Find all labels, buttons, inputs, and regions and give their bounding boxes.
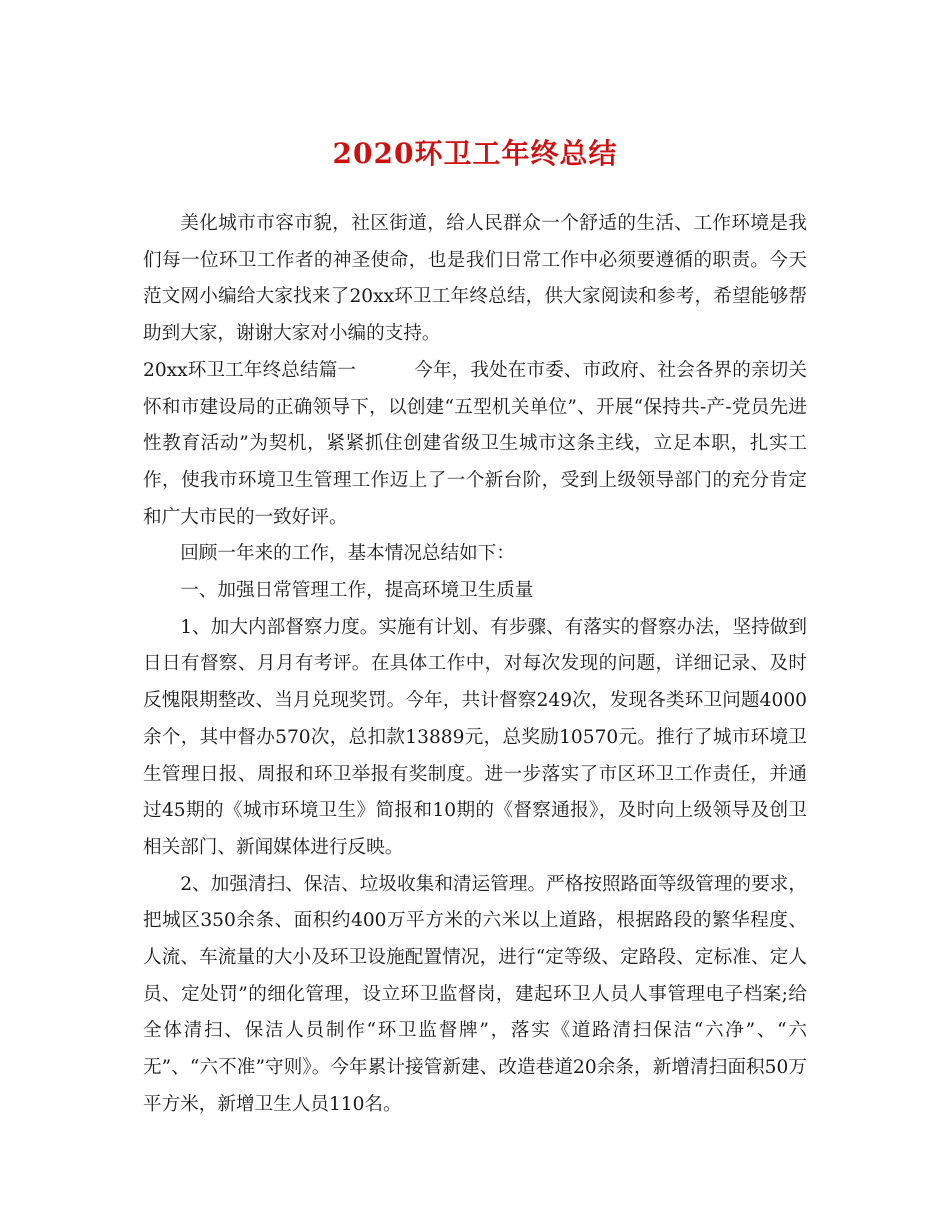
document-title: 2020环卫工年终总结 — [332, 137, 618, 170]
item-two-paragraph: 2、加强清扫、保洁、垃圾收集和清运管理。严格按照路面等级管理的要求，把城区350余条、面积约400万平方米的六米以上道路，根据路段的繁华程度、人流、车流量的大小及环卫设施配置情况，进行“定等级、定路段、定标准、定人员、定处罚”的细化管理，设立环卫监督岗，建起环卫人员人事管理电子档案;给全体清扫、保洁人员制作“环卫监督牌”，落实《道路清扫保洁“六净”、“六无”、“六不准”守则》。今年累计接管新建、改造巷道20余条，新增清扫面积50万平方米，新增卫生人员110名。 — [143, 873, 807, 1115]
part-one-heading: 一、加强日常管理工作，提高环境卫生质量 — [180, 580, 534, 602]
review-intro-paragraph: 回顾一年来的工作，基本情况总结如下： — [180, 543, 515, 565]
item-one-paragraph: 1、加大内部督察力度。实施有计划、有步骤、有落实的督察办法，坚持做到日日有督察、月月有考评。在具体工作中，对每次发现的问题，详细记录、及时反愧限期整改、当月兑现奖罚。今年，共计督察249次，发现各类环卫问题4000余个，其中督办570次，总扣款13889元，总奖励10570元。推行了城市环境卫生管理日报、周报和环卫举报有奖制度。进一步落实了市区环卫工作责任，并通过45期的《城市环境卫生》简报和10期的《督察通报》，及时向上级领导及创卫相关部门、新闻媒体进行反映。 — [143, 616, 807, 858]
section-body: 今年，我处在市委、市政府、社会各界的亲切关怀和市建设局的正确领导下，以创建“五型机关单位”、开展“保持共-产-党员先进性教育活动”为契机，紧紧抓住创建省级卫生城市这条主线，立足本职，扎实工作，使我市环境卫生管理工作迈上了一个新台阶，受到上级领导部门的充分肯定和广大市民的一致好评。 — [143, 359, 807, 528]
intro-paragraph: 美化城市市容市貌，社区街道，给人民群众一个舒适的生活、工作环境是我们每一位环卫工作者的神圣使命，也是我们日常工作中必须要遵循的职责。今天范文网小编给大家找来了20xx环卫工年终总结，供大家阅读和参考，希望能够帮助到大家，谢谢大家对小编的支持。 — [143, 213, 807, 345]
document-body — [143, 206, 807, 1124]
section-heading: 20xx环卫工年终总结篇一 — [143, 359, 357, 381]
section-paragraph — [143, 353, 807, 537]
